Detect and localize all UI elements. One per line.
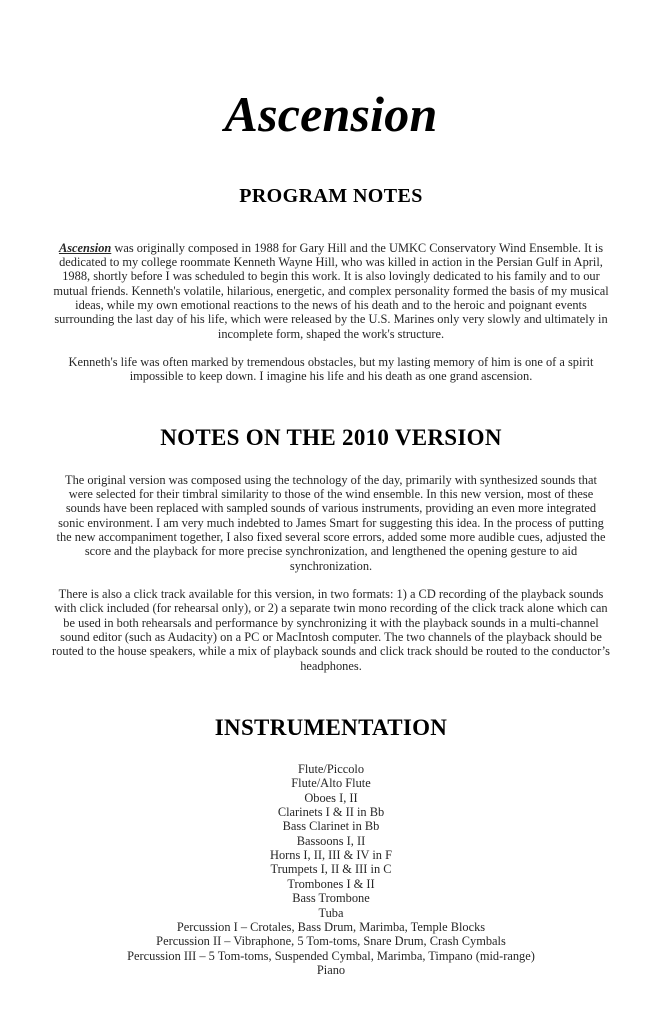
list-item: Bass Clarinet in Bb bbox=[282, 819, 380, 834]
list-item: Oboes I, II bbox=[304, 790, 358, 805]
list-item: Percussion I – Crotales, Bass Drum, Marimba, Temple Blocks bbox=[176, 919, 486, 934]
click-track-body bbox=[51, 573, 611, 673]
section-heading-notes-2010-version: NOTES ON THE 2010 VERSION bbox=[160, 424, 502, 450]
list-item: Percussion II – Vibraphone, 5 Tom-toms, Snare Drum, Crash Cymbals bbox=[156, 934, 506, 949]
list-item: Horns I, II, III & IV in F bbox=[270, 848, 392, 863]
list-item: Clarinets I & II in Bb bbox=[277, 805, 385, 820]
section-heading-program-notes: PROGRAM NOTES bbox=[239, 184, 423, 207]
program-notes-paragraph-1-text: was originally composed in 1988 for Gary Hill and the UMKC Conservatory Wind Ensemble. It is dedicated to my college roommate Kenneth Wayne Hill, who was killed in action in the Persian Gulf in April, 1988, shortly before I was scheduled to begin this work. It is also lovingly dedicated to his family and to our mutual friends. Kenneth's volatile, hilarious, energetic, and complex personality formed the basis of my musical ideas, while my own emotional reactions to the news of his death and to the heroic and poignant events surrounding the last day of his life, which were released by the U.S. Marines only very slowly and ultimately in incomplete form, shaped the work's structure. bbox=[53, 240, 609, 341]
list-item: Percussion III – 5 Tom-toms, Suspended Cymbal, Marimba, Timpano (mid-range) bbox=[127, 948, 535, 963]
list-item: Flute/Piccolo bbox=[297, 762, 365, 777]
list-item: Tuba bbox=[318, 905, 344, 920]
program-notes-paragraph-2: Kenneth's life was often marked by tremendous obstacles, but my lasting memory of him is one of a spirit impossible to keep down. I imagine his life and his death as one grand ascension. bbox=[68, 354, 594, 384]
list-item: Trumpets I, II & III in C bbox=[270, 862, 392, 877]
list-item: Trombones I & II bbox=[287, 876, 375, 891]
list-item: Piano bbox=[316, 962, 346, 977]
list-item: Bassoons I, II bbox=[296, 833, 366, 848]
section-heading-instrumentation: INSTRUMENTATION bbox=[214, 715, 448, 741]
program-notes-paragraph-1 bbox=[46, 241, 616, 341]
page-title: Ascension bbox=[224, 86, 438, 142]
notes-2010-paragraph-2: There is also a click track available for this version, in two formats: 1) a CD recording of the playback sounds with click included (for rehearsal only), or 2) a separate twin mono recording of the click track alone which can be used in both rehearsals and performance by synchronizing it with the playback sounds in a multi-channel sound editor (such as Audacity) on a PC or MacIntosh computer. The two channels of the playback should be routed to the house speakers, while a mix of playback sounds and click track should be routed to the conductor’s headphones. bbox=[52, 587, 610, 673]
notes-2010-paragraph-1: The original version was composed using the technology of the day, primarily with synthesized sounds that were selected for their timbral similarity to those of the wind ensemble. In this new version, most of these sounds have been replaced with sampled sounds of various instruments, providing an even more integrated sonic environment. I am very much indebted to James Smart for suggesting this idea. In the process of putting the new accompaniment together, I also fixed several score errors, added some more audible cues, adjusted the score and the playback for more precise synchronization, and lengthened the opening gesture to aid synchronization. bbox=[56, 472, 606, 573]
notes-2010-body bbox=[53, 451, 609, 573]
work-title-reference: Ascension bbox=[58, 240, 112, 255]
list-item: Flute/Alto Flute bbox=[291, 776, 371, 791]
list-item: Bass Trombone bbox=[292, 891, 370, 906]
program-notes-body bbox=[46, 208, 616, 341]
instrumentation-list bbox=[0, 741, 662, 977]
program-notes-body-2 bbox=[61, 341, 601, 384]
